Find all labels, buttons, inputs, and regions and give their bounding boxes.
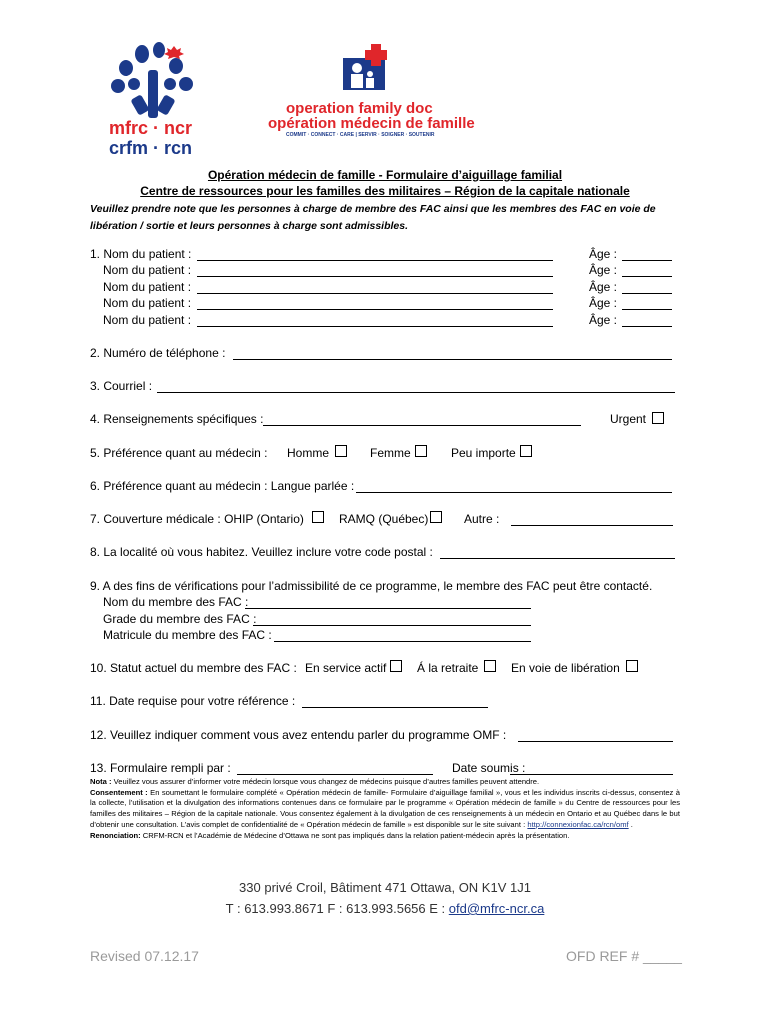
footer-email-link[interactable]: ofd@mfrc-ncr.ca (448, 901, 545, 916)
patient-name-field-4[interactable] (197, 309, 553, 310)
age-field-1[interactable] (622, 260, 672, 261)
nota-text: Veuillez vous assurer d’informer votre médecin lorsque vous changez de médecins puisque d’autres familles peuvent attendre. (113, 777, 540, 786)
consent-paragraph: Consentement : En soumettant le formulaire complété « Opération médecin de famille- Formulaire d’aiguillage familial », vous et les individus inscrits ci-dessus, consentez à la collecte, l’utilisation et la divulgation des informations contenues dans ce formulaire par le programme « Opération médecin de famille » du Centre de ressources pour les familles des militaires – Région de la capitale nationale. Vous consentez également à la divulgation de ces renseignements à un médecin en Ontario et au Québec dans le but d’obtenir une consultation. L’avis complet de confidentialité de « Opération médecin de famille » est disponible sur le site suivant : http://connexionfac.ca/rcn/omf . (90, 787, 680, 829)
patient-name-field-3[interactable] (197, 293, 553, 294)
age-label-5: Âge : (589, 313, 618, 327)
waiver-label: Renonciation: (90, 830, 141, 840)
patient-name-label-4: Nom du patient : (103, 296, 192, 310)
age-field-5[interactable] (622, 326, 672, 327)
footer-phone-fax: T : 613.993.8671 F : 613.993.5656 E : (225, 901, 446, 916)
ofd-ref-number: OFD REF # _____ (566, 948, 682, 964)
phone-field[interactable] (233, 359, 672, 360)
age-field-4[interactable] (622, 309, 672, 310)
footer-address: 330 privé Croil, Bâtiment 471 Ottawa, ON K1V 1J1 (239, 880, 531, 895)
ramq-label: RAMQ (Québec) (339, 512, 429, 526)
intro-line-2: libération / sortie et leurs personnes à charge sont admissibles. (90, 220, 409, 232)
language-label: 6. Préférence quant au médecin : Langue parlée : (90, 479, 355, 493)
nota-label: Nota : (90, 777, 112, 786)
mfrc-logo-text-2: crfm · rcn (109, 138, 193, 158)
consent-text: En soumettant le formulaire complété « Opération médecin de famille- Formulaire d’aiguillage familial », vous et les individus inscrits ci-dessus, consentez à la collecte, l’utilisation et la divulgation des informations contenues dans ce formulaire par le programme « Opération médecin de famille » du Centre de ressources pour les familles des militaires – Région de la capitale nationale. Vous consentez également à la divulgation de ces renseignements à un médecin en Ontario et au Québec dans le but d’obtenir une consultation. L’avis complet de confidentialité de « Opération médecin de famille » est disponible sur le site suivant : (90, 787, 680, 829)
age-field-2[interactable] (622, 276, 672, 277)
ohip-checkbox[interactable] (312, 511, 324, 523)
no-pref-label: Peu importe (451, 446, 516, 460)
locality-field[interactable] (440, 558, 675, 559)
ofd-logo (262, 44, 482, 138)
active-service-checkbox[interactable] (390, 660, 402, 672)
coverage-label: 7. Couverture médicale : OHIP (Ontario) (90, 512, 304, 526)
releasing-label: En voie de libération (511, 661, 620, 675)
age-label-1: Âge : (589, 247, 618, 261)
heard-about-label: 12. Veuillez indiquer comment vous avez entendu parler du programme OMF : (90, 728, 507, 742)
date-submitted-field[interactable] (510, 774, 673, 775)
form-title: Opération médecin de famille - Formulaire d’aiguillage familial (207, 168, 563, 182)
ofd-tagline: COMMIT · CONNECT · CARE | SERVIR · SOIGNER · SOUTENIR (286, 132, 435, 138)
specific-info-label: 4. Renseignements spécifiques : (90, 412, 264, 426)
active-service-label: En service actif (305, 661, 387, 675)
female-label: Femme (370, 446, 411, 460)
phone-label: 2. Numéro de téléphone : (90, 346, 226, 360)
age-field-3[interactable] (622, 293, 672, 294)
mfrc-logo (104, 40, 204, 160)
hands-tree-icon (104, 40, 204, 120)
waiver-paragraph (90, 831, 680, 842)
doctor-pref-label: 5. Préférence quant au médecin : (90, 446, 268, 460)
waiver-text: CRFM-RCN et l’Académie de Médecine d’Ottawa ne sont pas impliqués dans la relation patient-médecin après la présentation. (142, 830, 570, 840)
ofd-name: operation family doc (286, 100, 433, 117)
female-checkbox[interactable] (415, 445, 427, 457)
age-label-2: Âge : (589, 263, 618, 277)
male-label: Homme (287, 446, 330, 460)
ofd-name-fr: opération médecin de famille (268, 115, 475, 132)
status-label: 10. Statut actuel du membre des FAC : (90, 661, 297, 675)
ramq-checkbox[interactable] (430, 511, 442, 523)
male-checkbox[interactable] (335, 445, 347, 457)
completed-by-label: 13. Formulaire rempli par : (90, 761, 231, 775)
member-name-label: Nom du membre des FAC : (103, 595, 249, 609)
privacy-link[interactable]: http://connexionfac.ca/rcn/omf (527, 819, 629, 829)
specific-info-field[interactable] (263, 425, 581, 426)
patient-name-label-5: Nom du patient : (103, 313, 192, 327)
consent-label: Consentement : (90, 787, 148, 797)
date-required-label: 11. Date requise pour votre référence : (90, 694, 296, 708)
footer-contact (0, 901, 770, 916)
patient-name-field-1[interactable] (197, 260, 553, 261)
email-field[interactable] (157, 392, 675, 393)
member-service-number-label: Matricule du membre des FAC : (103, 628, 272, 642)
language-field[interactable] (356, 492, 672, 493)
member-name-field[interactable] (245, 608, 531, 609)
locality-label: 8. La localité où vous habitez. Veuillez inclure votre code postal : (90, 545, 433, 559)
patient-name-label-2: Nom du patient : (103, 263, 192, 277)
patient-name-field-5[interactable] (197, 326, 553, 327)
heard-about-field[interactable] (518, 741, 673, 742)
other-coverage-label: Autre : (464, 512, 500, 526)
family-doc-icon (337, 44, 397, 96)
patient-name-label-3: Nom du patient : (103, 280, 192, 294)
member-rank-field[interactable] (253, 625, 531, 626)
retired-label: Á la retraite (417, 661, 479, 675)
other-coverage-field[interactable] (511, 525, 673, 526)
releasing-checkbox[interactable] (626, 660, 638, 672)
form-subtitle: Centre de ressources pour les familles des militaires – Région de la capitale nationale (140, 184, 630, 198)
revised-date: Revised 07.12.17 (90, 948, 199, 964)
age-label-4: Âge : (589, 296, 618, 310)
nota-paragraph (90, 777, 680, 788)
date-submitted-label: Date soumis : (452, 761, 526, 775)
urgent-label: Urgent (610, 412, 647, 426)
member-service-number-field[interactable] (274, 641, 531, 642)
email-label: 3. Courriel : (90, 379, 153, 393)
age-label-3: Âge : (589, 280, 618, 294)
patient-name-label-1: 1. Nom du patient : (90, 247, 192, 261)
date-required-field[interactable] (302, 707, 488, 708)
completed-by-field[interactable] (237, 774, 433, 775)
patient-name-field-2[interactable] (197, 276, 553, 277)
no-pref-checkbox[interactable] (520, 445, 532, 457)
urgent-checkbox[interactable] (652, 412, 664, 424)
mfrc-logo-text-1: mfrc · ncr (109, 118, 193, 138)
member-rank-label: Grade du membre des FAC : (103, 612, 257, 626)
verification-label: 9. A des fins de vérifications pour l’admissibilité de ce programme, le membre des FAC peut être contacté. (90, 579, 653, 593)
retired-checkbox[interactable] (484, 660, 496, 672)
notes-block (90, 777, 680, 841)
intro-line-1: Veuillez prendre note que les personnes à charge de membre des FAC ainsi que les membres des FAC en voie de (90, 203, 656, 215)
